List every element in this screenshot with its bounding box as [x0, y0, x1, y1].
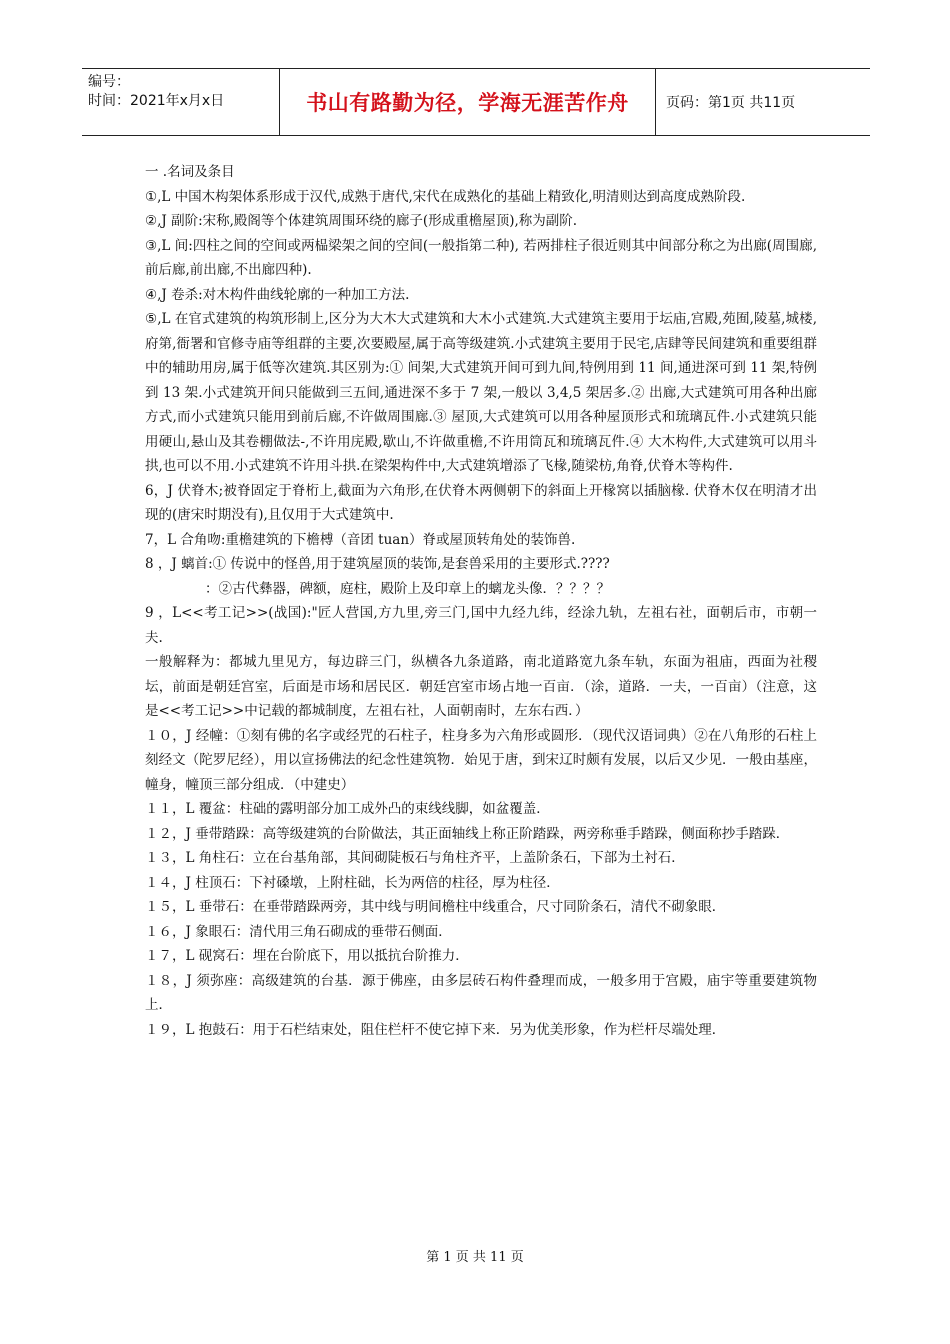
paragraph: １２，J 垂带踏跺：高等级建筑的台阶做法，其正面轴线上称正阶踏跺，两旁称垂手踏跺，侧面称抄手踏跺． [145, 825, 790, 842]
motto-text: 书山有路勤为径，学海无涯苦作舟 [306, 91, 629, 115]
time-label: 时间：2021年x月x日 [88, 93, 225, 109]
document-body [145, 160, 817, 1042]
paragraph: 6，J 伏脊木;被脊固定于脊桁上,截面为六角形,在伏脊木两侧朝下的斜面上开椽窝以插脑椽. 伏脊木仅在明清才出现的(唐宋时期没有),且仅用于大式建筑中. [145, 482, 817, 523]
paragraph: １７，L 砚窝石：埋在台阶底下，用以抵抗台阶推力． [145, 948, 469, 964]
page-footer-text: 第 1 页 共 11 页 [426, 1250, 524, 1265]
paragraph: 9 ，L<<考工记>>(战国):"匠人营国,方九里,旁三门,国中九经九纬，经涂九轨，左祖右社，面朝后市，市朝一夫. [145, 605, 817, 646]
paragraph: １４，J 柱顶石：下衬磉墩，上附柱础，长为两倍的柱径，厚为柱径． [145, 874, 560, 891]
paragraph: ⑤,L 在官式建筑的构筑形制上,区分为大木大式建筑和大木小式建筑.大式建筑主要用于坛庙,宫殿,苑囿,陵墓,城楼,府第,衙署和官修寺庙等组群的主要,次要殿屋,属于高等级建筑.小式建筑主要用于民宅,店肆等民间建筑和重要组群中的辅助用房,属于低等次建筑.其区别为:① 间架,大式建筑开间可到九间,特例用到 11 间,通进深可到 11 架,特例到 13 架.小式建筑开间只能做到三五间,通进深不多于 7 架,一般以 3,4,5 架居多.② 出廊,大式建筑可用各种出廊方式,而小式建筑只能用到前后廊,不许做周围廊.③ 屋顶,大式建筑可以用各种屋顶形式和琉璃瓦件.小式建筑只能用硬山,悬山及其卷棚做法-,不许用庑殿,歇山,不许做重檐,不许用筒瓦和琉璃瓦件.④ 大木构件,大式建筑可以用斗拱,也可以不用.小式建筑不许用斗拱.在梁架构件中,大式建筑增添了飞椽,随梁枋,角脊,伏脊木等构件. [145, 311, 817, 474]
paragraph: １１，L 覆盆：柱础的露明部分加工成外凸的束线线脚，如盆覆盖． [145, 801, 550, 817]
page-info: 页码：第1页 共11页 [666, 95, 796, 111]
paragraph: １８，J 须弥座：高级建筑的台基．源于佛座，由多层砖石构件叠理而成，一般多用于宫殿，庙宇等重要建筑物上． [145, 972, 817, 1013]
page-footer [0, 1246, 950, 1265]
paragraph: １６，J 象眼石：清代用三角石砌成的垂带石侧面． [145, 923, 452, 940]
header-meta [82, 69, 280, 135]
paragraph: ①,L 中国木构架体系形成于汉代,成熟于唐代,宋代在成熟化的基础上精致化,明清则达到高度成熟阶段. [145, 188, 746, 205]
paragraph: １５，L 垂带石：在垂带踏跺两旁，其中线与明间檐柱中线重合，尺寸同阶条石，清代不砌象眼． [145, 899, 726, 915]
paragraph: ：②古代彝器，碑额，庭柱，殿阶上及印章上的螭龙头像．？？？？ [205, 580, 610, 597]
paragraph: ②,J 副阶:宋称,殿阁等个体建筑周围环绕的廊子(形成重檐屋顶),称为副阶. [145, 213, 578, 229]
paragraph: ③,L 间:四柱之间的空间或两榀梁架之间的空间(一般指第二种), 若两排柱子很近则其中间部分称之为出廊(周围廊,前后廊,前出廊,不出廊四种). [145, 237, 817, 278]
paragraph: １９，L 抱鼓石：用于石栏结束处，阻住栏杆不使它掉下来．另为优美形象，作为栏杆尽端处理． [145, 1021, 726, 1038]
header-page-cell [656, 69, 870, 135]
document-header [82, 68, 870, 136]
paragraph: 一般解释为：都城九里见方，每边辟三门，纵横各九条道路，南北道路宽九条车轨，东面为祖庙，西面为社稷坛，前面是朝廷宫室，后面是市场和居民区．朝廷宫室市场占地一百亩．（涂，道路．一夫，一百亩）（注意，这是<<考工记>>中记载的都城制度，左祖右社，人面朝南时，左东右西．） [145, 654, 817, 719]
header-motto-cell [280, 69, 656, 135]
paragraph: １３，L 角柱石：立在台基角部，其间砌陡板石与角柱齐平，上盖阶条石，下部为土衬石． [145, 850, 685, 866]
paragraph: 7，L 合角吻:重檐建筑的下檐榑（音团 tuan）脊或屋顶转角处的装饰兽. [145, 531, 576, 548]
paragraph: ④,J 卷杀:对木构件曲线轮廓的一种加工方法. [145, 286, 410, 303]
section-heading: 一 .名词及条目 [145, 164, 235, 180]
paragraph: １０，J 经幢：①刻有佛的名字或经咒的石柱子，柱身多为六角形或圆形．（现代汉语词典）②在八角形的石柱上刻经文（陀罗尼经），用以宣扬佛法的纪念性建筑物．始见于唐，到宋辽时颇有发展，以后又少见．一般由基座，幢身，幢顶三部分组成．（中建史） [145, 727, 817, 793]
code-label: 编号： [88, 74, 130, 90]
paragraph: 8 ，J 螭首:① 传说中的怪兽,用于建筑屋顶的装饰,是套兽采用的主要形式.???? [145, 556, 610, 572]
